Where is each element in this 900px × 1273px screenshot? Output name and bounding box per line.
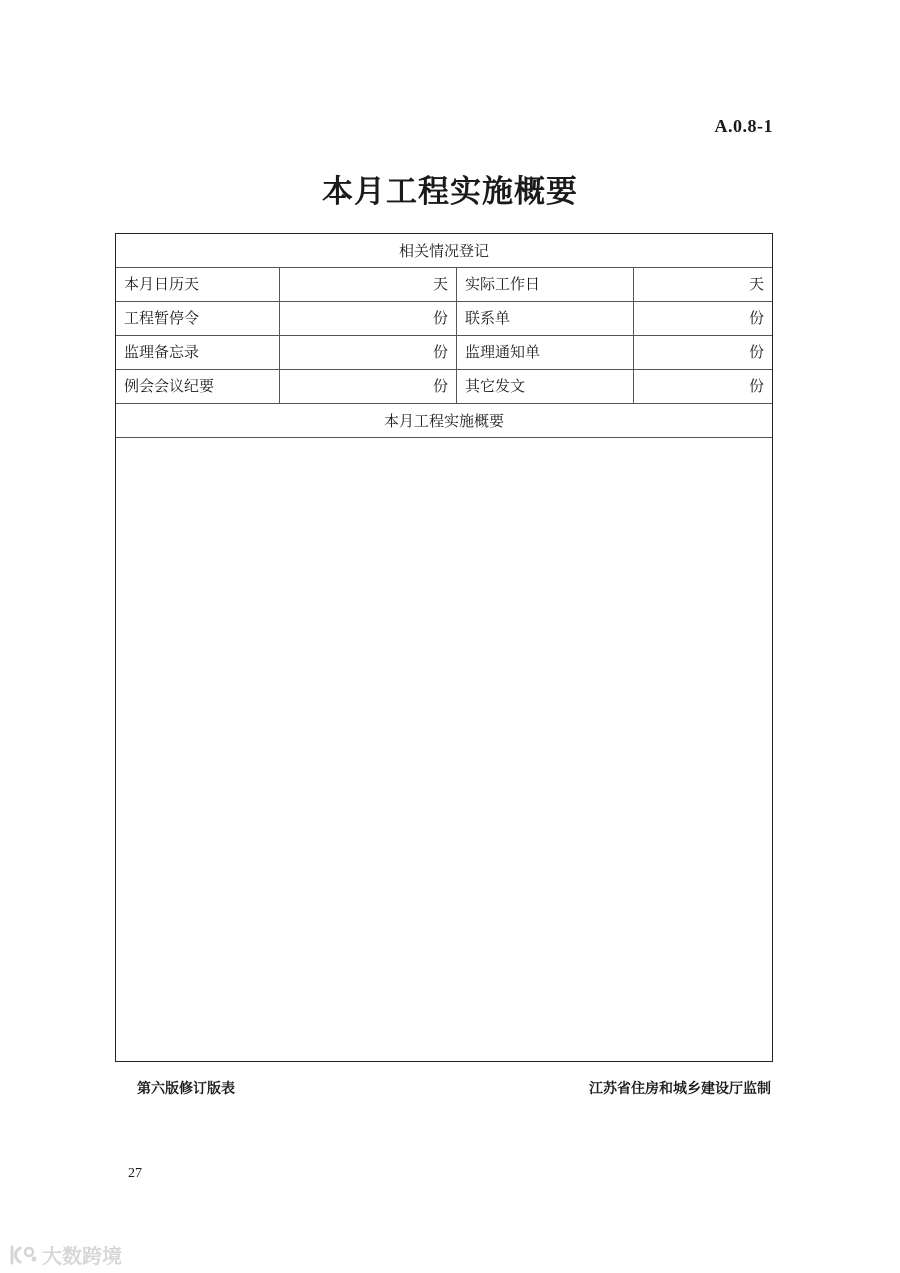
form-code: A.0.8-1 xyxy=(714,116,773,136)
watermark xyxy=(8,1240,122,1269)
footer-edition-note: 第六版修订版表 xyxy=(137,1081,235,1097)
row-label: 联系单 xyxy=(456,302,633,335)
row-label: 监理备忘录 xyxy=(124,343,200,361)
row-value-field[interactable]: 份 xyxy=(279,370,456,403)
row-value-field[interactable]: 天 xyxy=(279,268,456,301)
table-row xyxy=(116,336,772,370)
row-label: 监理通知单 xyxy=(456,336,633,369)
row-value-field[interactable]: 份 xyxy=(279,302,456,335)
row-value-field[interactable]: 份 xyxy=(279,336,456,369)
page-number: 27 xyxy=(128,1166,142,1181)
watermark-logo-icon xyxy=(8,1244,38,1266)
summary-text-area[interactable] xyxy=(116,439,772,1060)
row-value-field[interactable]: 天 xyxy=(633,268,772,301)
table-row xyxy=(116,268,772,302)
row-value-field[interactable]: 份 xyxy=(633,302,772,335)
footer-issuer: 江苏省住房和城乡建设厅监制 xyxy=(589,1081,771,1097)
row-label: 本月日历天 xyxy=(124,275,200,293)
section-header-summary: 本月工程实施概要 xyxy=(116,404,772,438)
row-label: 例会会议纪要 xyxy=(124,377,215,395)
row-value-field[interactable]: 份 xyxy=(633,370,772,403)
watermark-text: 大数跨境 xyxy=(42,1244,122,1268)
row-label: 工程暂停令 xyxy=(124,309,200,327)
row-label: 实际工作日 xyxy=(456,268,633,301)
row-label: 其它发文 xyxy=(456,370,633,403)
page-title: 本月工程实施概要 xyxy=(322,174,578,210)
row-value-field[interactable]: 份 xyxy=(633,336,772,369)
section-header-registration: 相关情况登记 xyxy=(116,234,772,268)
table-row xyxy=(116,302,772,336)
form-table xyxy=(115,233,773,1062)
table-row xyxy=(116,370,772,404)
